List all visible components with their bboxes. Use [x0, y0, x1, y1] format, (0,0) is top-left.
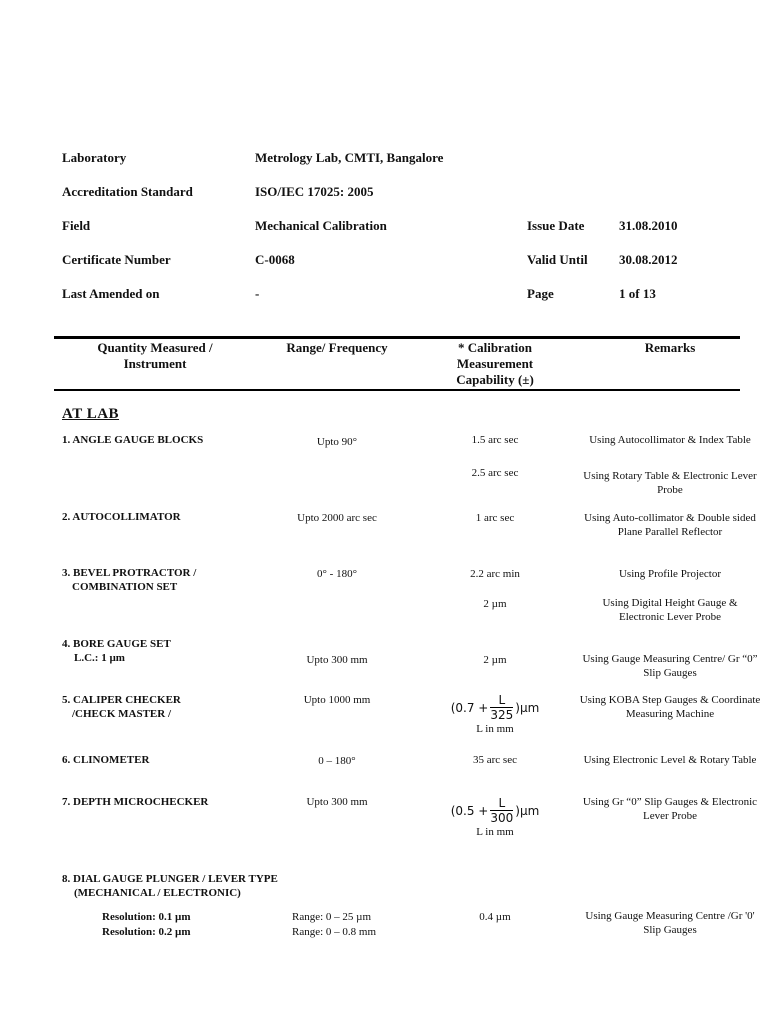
- item-7-formula-numerator: L: [490, 796, 513, 811]
- item-2-range: Upto 2000 arc sec: [297, 512, 377, 524]
- item-7-formula-unit: L in mm: [476, 826, 514, 838]
- item-5-cmc-formula: [425, 693, 565, 736]
- item-4-name-line1: 4. BORE GAUGE SET: [62, 638, 171, 650]
- column-heading-cmc-line3: Capability (±): [456, 372, 534, 387]
- section-title: AT LAB: [62, 406, 120, 422]
- valid-until-label: Valid Until: [527, 252, 588, 267]
- page-value: 1 of 13: [619, 286, 656, 301]
- column-heading-quantity-line2: Instrument: [123, 356, 187, 371]
- item-8-resolution-2: Resolution: 0.2 µm: [102, 926, 191, 938]
- item-8-name-line1: 8. DIAL GAUGE PLUNGER / LEVER TYPE: [62, 873, 278, 885]
- item-dial-gauge: [62, 872, 278, 900]
- item-bevel-protractor: [62, 566, 196, 594]
- item-8-range-1: Range: 0 – 25 µm: [292, 911, 372, 923]
- item-5-formula-open: (0.7 +: [450, 700, 489, 715]
- item-7-formula-open: (0.5 +: [450, 803, 489, 818]
- item-3-name-line2: COMBINATION SET: [72, 581, 178, 593]
- last-amended-label: Last Amended on: [62, 286, 160, 301]
- column-heading-range-line1: Range/ Frequency: [286, 340, 388, 355]
- column-heading-cmc: [425, 340, 565, 388]
- field-value: Mechanical Calibration: [255, 218, 387, 233]
- last-amended-value: -: [255, 286, 260, 301]
- laboratory-label: Laboratory: [62, 150, 127, 165]
- item-2-cmc: 1 arc sec: [475, 512, 515, 524]
- item-angle-gauge-blocks: 1. ANGLE GAUGE BLOCKS: [62, 434, 204, 446]
- item-3-remarks-2: Using Digital Height Gauge & Electronic Lever Probe: [602, 597, 738, 623]
- item-5-formula-unit: L in mm: [476, 723, 514, 735]
- item-1-remarks-2: Using Rotary Table & Electronic Lever Probe: [583, 470, 757, 496]
- item-1-range: Upto 90°: [316, 436, 358, 448]
- item-5-formula-close: )µm: [515, 700, 540, 715]
- item-5-formula-fraction: [490, 693, 513, 722]
- item-6-cmc: 35 arc sec: [473, 754, 517, 766]
- item-3-cmc-2: 2 µm: [483, 598, 507, 610]
- field-label: Field: [62, 218, 91, 233]
- item-3-cmc-1: 2.2 arc min: [470, 568, 520, 580]
- item-8-cmc: 0.4 µm: [479, 911, 511, 923]
- item-1-cmc-1: 1.5 arc sec: [471, 434, 519, 446]
- item-5-name-line2: /CHECK MASTER /: [72, 708, 172, 720]
- column-heading-range: [262, 340, 412, 356]
- item-5-remarks: Using KOBA Step Gauges & Coordinate Measuring Machine: [579, 694, 761, 720]
- item-6-range: 0 – 180°: [318, 755, 356, 767]
- column-heading-cmc-line2: Measurement: [456, 356, 534, 371]
- item-7-formula-denominator: 300: [490, 811, 514, 825]
- column-heading-cmc-line1: * Calibration: [457, 340, 533, 355]
- item-4-cmc: 2 µm: [483, 654, 507, 666]
- item-8-resolution-1: Resolution: 0.1 µm: [102, 911, 191, 923]
- item-7-formula-close: )µm: [515, 803, 540, 818]
- item-7-remarks: Using Gr “0” Slip Gauges & Electronic Lever Probe: [582, 796, 758, 822]
- item-5-range: Upto 1000 mm: [303, 694, 371, 706]
- item-4-remarks: Using Gauge Measuring Centre/ Gr “0” Slip Gauges: [582, 653, 758, 679]
- table-header-bottom-rule: [54, 389, 740, 391]
- item-4-range: Upto 300 mm: [306, 654, 368, 666]
- item-4-name-line2: L.C.: 1 µm: [74, 652, 125, 664]
- item-clinometer: 6. CLINOMETER: [62, 754, 150, 766]
- item-2-remarks: Using Auto-collimator & Double sided Plane Parallel Reflector: [584, 512, 756, 538]
- item-7-formula-fraction: [490, 796, 513, 825]
- issue-date-label: Issue Date: [527, 218, 585, 233]
- item-8-resolution-list: [102, 910, 191, 940]
- laboratory-value: Metrology Lab, CMTI, Bangalore: [255, 150, 444, 165]
- item-8-remarks: Using Gauge Measuring Centre /Gr '0' Slip Gauges: [585, 910, 755, 936]
- item-caliper-checker: [62, 693, 181, 721]
- item-8-name-line2: (MECHANICAL / ELECTRONIC): [74, 887, 241, 899]
- item-3-range: 0° - 180°: [317, 568, 357, 580]
- item-5-formula-numerator: L: [490, 693, 513, 708]
- item-bore-gauge-set: [62, 637, 171, 665]
- item-8-range-2: Range: 0 – 0.8 mm: [292, 926, 377, 938]
- accreditation-standard-value: ISO/IEC 17025: 2005: [255, 184, 374, 199]
- item-depth-microchecker: 7. DEPTH MICROCHECKER: [62, 796, 209, 808]
- valid-until-value: 30.08.2012: [619, 252, 678, 267]
- item-1-remarks-1: Using Autocollimator & Index Table: [589, 434, 751, 446]
- certificate-number-label: Certificate Number: [62, 252, 171, 267]
- item-5-name-line1: 5. CALIPER CHECKER: [62, 694, 181, 706]
- table-top-rule: [54, 336, 740, 339]
- item-7-range: Upto 300 mm: [306, 796, 368, 808]
- accreditation-standard-label: Accreditation Standard: [62, 184, 193, 199]
- item-3-remarks-1: Using Profile Projector: [618, 568, 722, 580]
- item-6-remarks: Using Electronic Level & Rotary Table: [583, 754, 757, 766]
- column-heading-quantity-line1: Quantity Measured /: [97, 340, 213, 355]
- item-7-cmc-formula: [425, 796, 565, 839]
- item-8-range-list: [292, 910, 376, 940]
- column-heading-quantity: [70, 340, 240, 372]
- item-autocollimator: 2. AUTOCOLLIMATOR: [62, 511, 181, 523]
- page-label: Page: [527, 286, 554, 301]
- item-1-cmc-2: 2.5 arc sec: [471, 467, 519, 479]
- item-5-formula-denominator: 325: [490, 708, 514, 722]
- column-heading-remarks: [600, 340, 740, 356]
- item-3-name-line1: 3. BEVEL PROTRACTOR /: [62, 567, 197, 579]
- issue-date-value: 31.08.2010: [619, 218, 678, 233]
- certificate-number-value: C-0068: [255, 252, 295, 267]
- column-heading-remarks-line1: Remarks: [644, 340, 696, 355]
